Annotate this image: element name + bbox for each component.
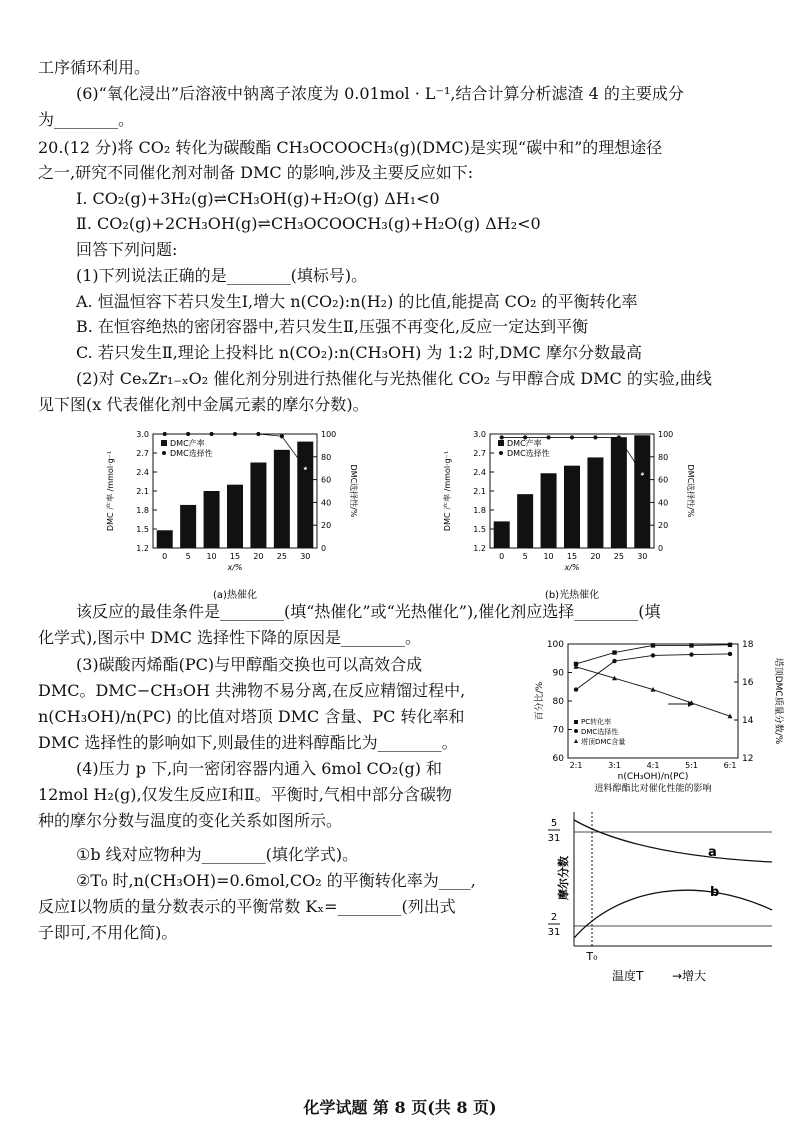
y-tick-label: 2.4 (136, 468, 149, 477)
x-tick-label: 15 (566, 552, 578, 561)
legend-label: 塔顶DMC含量 (581, 738, 626, 746)
y-tick-label: 2.1 (136, 487, 149, 496)
y-tick-label: 3.0 (473, 430, 486, 439)
bar (227, 485, 243, 548)
page-footer: 化学试题 第 8 页(共 8 页) (303, 1098, 497, 1117)
y2-tick-label: 16 (742, 678, 754, 688)
y-tick-label: 1.2 (473, 544, 486, 553)
legend-bar-label: DMC产率 (507, 439, 542, 448)
x-tick-label: 20 (253, 552, 264, 561)
pc-conversion-point (612, 650, 616, 654)
bar (611, 437, 627, 548)
pc-conversion-point (728, 643, 732, 647)
bar (180, 505, 196, 548)
x-tick-label: 10 (543, 552, 554, 561)
option-a: A. 恒温恒容下若只发生Ⅰ,增大 n(CO₂):n(H₂) 的比值,能提高 CO₂ 的平衡转化率 (76, 292, 638, 311)
y2-tick-label: 0 (658, 544, 664, 553)
bar (587, 457, 603, 548)
x-tick-label: 15 (229, 552, 241, 561)
y-tick-label: 2.7 (136, 449, 149, 458)
question-4-2: ②T₀ 时,n(CH₃OH)=0.6mol,CO₂ 的平衡转化率为____, (76, 871, 476, 890)
text-line: 反应Ⅰ以物质的量分数表示的平衡常数 Kₓ=________(列出式 (38, 897, 456, 916)
y-tick-label: 1.5 (136, 525, 149, 534)
x-tick-label: 6:1 (723, 761, 737, 770)
y2-tick-label: 80 (658, 452, 669, 462)
y2-tick-label: 14 (742, 716, 754, 726)
chart-title: 进料醇酯比对催化性能的影响 (594, 784, 712, 794)
y-tick-label: 70 (552, 725, 564, 736)
x-tick-label: 30 (637, 552, 648, 561)
legend-bar-swatch (498, 440, 504, 446)
fraction-numerator: 2 (550, 912, 558, 923)
x-axis-label: x/% (227, 563, 243, 572)
reaction-1: Ⅰ. CO₂(g)+3H₂(g)⇌CH₃OH(g)+H₂O(g) ΔH₁<0 (76, 189, 440, 208)
x-tick-label: 20 (590, 552, 601, 561)
text-line: 12mol H₂(g),仅发生反应Ⅰ和Ⅱ。平衡时,气相中部分含碳物 (38, 785, 452, 804)
x-tick-label: 30 (300, 552, 311, 561)
legend-line-label: DMC选择性 (170, 449, 213, 458)
reaction-2: Ⅱ. CO₂(g)+2CH₃OH(g)⇌CH₃OCOOCH₃(g)+H₂O(g) ΔH₂<0 (76, 214, 541, 233)
y2-axis-label: DMC选择性/% (349, 464, 358, 518)
curve-b (574, 890, 772, 938)
curve-label: b (710, 885, 720, 900)
y-axis-label: 百分比/% (535, 681, 545, 721)
x-tick-label: 5:1 (685, 761, 698, 770)
dmc-selectivity-point (612, 659, 616, 663)
legend-line-label: DMC选择性 (507, 449, 550, 458)
y2-tick-label: 80 (321, 452, 332, 462)
question-2-answer: 该反应的最佳条件是________(填“热催化”或“光热催化”),催化剂应选择________(填 (76, 602, 661, 621)
option-b: B. 在恒容绝热的密闭容器中,若只发生Ⅱ,压强不再变化,反应一定达到平衡 (76, 317, 589, 336)
y-axis-label: 摩尔分数 (557, 856, 570, 900)
y-tick-label: 1.8 (136, 506, 149, 515)
legend-label: PC转化率 (581, 718, 612, 726)
dmc-selectivity-point (689, 652, 693, 656)
bar-chart-photothermal (432, 420, 702, 605)
question-6: (6)“氧化浸出”后溶液中钠离子浓度为 0.01mol · L⁻¹,结合计算分析滤渣 4 的主要成分 (76, 84, 684, 103)
y-tick-label: 1.5 (473, 525, 486, 534)
bar (634, 435, 650, 548)
legend-swatch (574, 729, 578, 733)
t0-label: T₀ (586, 950, 598, 963)
x-tick-label: 4:1 (646, 761, 660, 770)
y-tick-label: 1.8 (473, 506, 486, 515)
text-line: 工序循环利用。 (38, 58, 151, 77)
x-axis-note: →增大 (672, 969, 707, 983)
dmc-selectivity-point (728, 652, 732, 656)
x-tick-label: 25 (276, 552, 287, 561)
text-line: n(CH₃OH)/n(PC) 的比值对塔顶 DMC 含量、PC 转化率和 (38, 707, 465, 726)
x-tick-label: 10 (206, 552, 217, 561)
question-1: (1)下列说法正确的是________(填标号)。 (76, 266, 368, 285)
question-3: (3)碳酸丙烯酯(PC)与甲醇酯交换也可以高效合成 (76, 655, 423, 674)
legend-swatch (574, 720, 578, 724)
y2-tick-label: 40 (321, 498, 332, 508)
x-tick-label: 2:1 (569, 761, 583, 770)
y-tick-label: 3.0 (136, 430, 149, 439)
y2-tick-label: 18 (742, 640, 754, 650)
option-c: C. 若只发生Ⅱ,理论上投料比 n(CO₂):n(CH₃OH) 为 1:2 时,DMC 摩尔分数最高 (76, 343, 642, 362)
bar (517, 494, 533, 548)
question-2: (2)对 CeₓZr₁₋ₓO₂ 催化剂分别进行热催化与光热催化 CO₂ 与甲醇合成 DMC 的实验,曲线 (76, 369, 712, 388)
pc-conversion-point (689, 643, 693, 647)
y2-tick-label: 40 (658, 498, 669, 508)
bar (157, 530, 173, 548)
bar (297, 442, 313, 548)
text-line: DMC 选择性的影响如下,则最佳的进料醇酯比为________。 (38, 733, 458, 752)
text-line: 种的摩尔分数与温度的变化关系如图所示。 (38, 811, 343, 830)
legend-line-swatch (499, 451, 503, 455)
text-line: 见下图(x 代表催化剂中金属元素的摩尔分数)。 (38, 395, 369, 414)
y-tick-label: 2.4 (473, 468, 486, 477)
x-tick-label: 5 (185, 552, 191, 561)
curve-label: a (708, 845, 717, 860)
legend-bar-label: DMC产率 (170, 439, 205, 448)
y-tick-label: 1.2 (136, 544, 149, 553)
y2-tick-label: 60 (658, 475, 669, 485)
y2-tick-label: 20 (658, 521, 669, 531)
y2-tick-label: 100 (321, 430, 337, 439)
text-line: 回答下列问题: (76, 240, 178, 259)
y-tick-label: 100 (546, 640, 564, 650)
y2-tick-label: 60 (321, 475, 332, 485)
bar-chart-thermal (95, 420, 365, 605)
y2-tick-label: 20 (321, 521, 332, 531)
x-axis-label: x/% (564, 563, 580, 572)
y-tick-label: 2.7 (473, 449, 486, 458)
text-line: 子即可,不用化简)。 (38, 923, 178, 942)
y-tick-label: 90 (552, 668, 564, 679)
x-tick-label: 5 (522, 552, 528, 561)
question-4-1: ①b 线对应物种为________(填化学式)。 (76, 845, 359, 864)
y-tick-label: 80 (552, 697, 564, 707)
legend-line-swatch (162, 451, 166, 455)
dmc-selectivity-point (651, 653, 655, 657)
x-tick-label: 25 (613, 552, 624, 561)
legend-swatch (574, 739, 578, 743)
dmc-selectivity-point (574, 687, 578, 691)
pc-conversion-point (651, 643, 655, 647)
series-line (576, 654, 730, 690)
x-axis-label: n(CH₃OH)/n(PC) (617, 772, 689, 782)
line-chart-feed-ratio (528, 636, 790, 796)
curve-a (574, 820, 772, 862)
legend-label: DMC选择性 (581, 728, 619, 736)
x-tick-label: 3:1 (608, 761, 621, 770)
y2-tick-label: 0 (321, 544, 327, 553)
bar (204, 491, 220, 548)
y-axis-label: DMC 产率 /mmol·g⁻¹ (443, 450, 452, 532)
y2-tick-label: 12 (742, 754, 754, 764)
y-axis-label: DMC 产率 /mmol·g⁻¹ (106, 450, 115, 532)
bar (274, 450, 290, 548)
question-20-intro: 20.(12 分)将 CO₂ 转化为碳酸酯 CH₃OCOOCH₃(g)(DMC)是实现“碳中和”的理想途径 (38, 138, 663, 157)
text-line: 化学式),图示中 DMC 选择性下降的原因是________。 (38, 628, 421, 647)
fraction-denominator: 31 (547, 927, 561, 938)
bar (564, 466, 580, 548)
mole-fraction-chart (540, 806, 778, 988)
chart-title: (a)热催化 (213, 590, 257, 601)
bar (541, 473, 557, 548)
text-line: DMC。DMC−CH₃OH 共沸物不易分离,在反应精馏过程中, (38, 681, 466, 700)
text-line: 为________。 (38, 110, 135, 129)
y-tick-label: 60 (552, 754, 564, 764)
y2-tick-label: 100 (658, 430, 674, 439)
bar (250, 463, 266, 549)
chart-title: (b)光热催化 (544, 590, 600, 601)
x-axis-label: 温度T (612, 969, 644, 983)
y-tick-label: 2.1 (473, 487, 486, 496)
question-4: (4)压力 p 下,向一密闭容器内通入 6mol CO₂(g) 和 (76, 759, 443, 778)
text-line: 之一,研究不同催化剂对制备 DMC 的影响,涉及主要反应如下: (38, 163, 474, 182)
bar (494, 521, 510, 548)
x-tick-label: 0 (499, 552, 505, 561)
legend-bar-swatch (161, 440, 167, 446)
y2-axis-label: 塔顶DMC质量分数/% (773, 657, 783, 745)
y2-axis-label: DMC选择性/% (686, 464, 695, 518)
x-tick-label: 0 (162, 552, 168, 561)
fraction-denominator: 31 (547, 833, 561, 844)
fraction-numerator: 5 (550, 818, 558, 829)
